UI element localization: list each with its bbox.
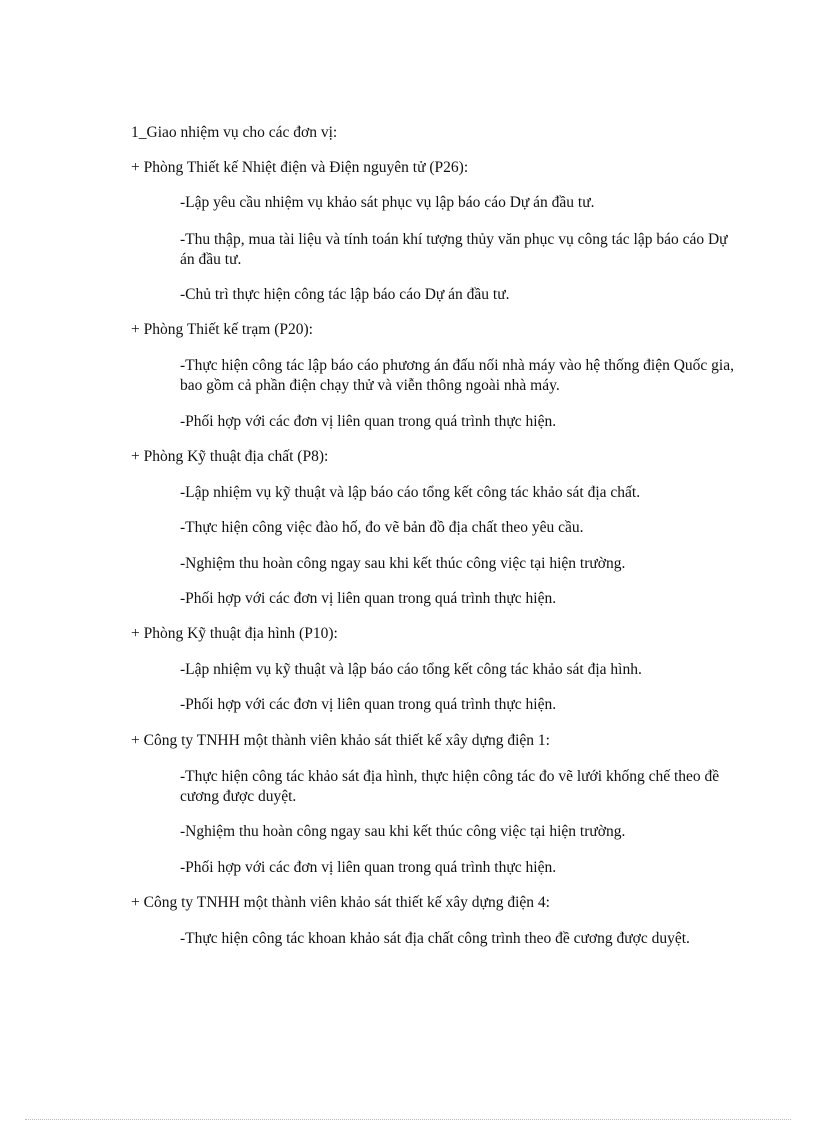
section-title-company-1: + Công ty TNHH một thành viên khảo sát thiết kế xây dựng điện 1: [131, 732, 550, 749]
section-title-p20: + Phòng Thiết kế trạm (P20): [131, 321, 313, 338]
section-item: -Thực hiện công tác khoan khảo sát địa chất công trình theo đề cương được duyệt. [180, 930, 690, 947]
section-title-p26: + Phòng Thiết kế Nhiệt điện và Điện nguyên tử (P26): [131, 159, 469, 176]
section-title-p8: + Phòng Kỹ thuật địa chất (P8): [131, 448, 329, 465]
section-item: -Thu thập, mua tài liệu và tính toán khí tượng thủy văn phục vụ công tác lập báo cáo Dự án đầu tư. [180, 231, 728, 268]
section-item: -Nghiệm thu hoàn công ngay sau khi kết thúc công việc tại hiện trường. [180, 555, 626, 572]
document-heading: 1_Giao nhiệm vụ cho các đơn vị: [131, 124, 338, 141]
section-item: -Lập nhiệm vụ kỹ thuật và lập báo cáo tổng kết công tác khảo sát địa hình. [180, 661, 642, 678]
section-item: -Chủ trì thực hiện công tác lập báo cáo Dự án đầu tư. [180, 286, 510, 303]
section-item: -Phối hợp với các đơn vị liên quan trong quá trình thực hiện. [180, 413, 557, 430]
section-item: -Phối hợp với các đơn vị liên quan trong quá trình thực hiện. [180, 859, 557, 876]
section-item: -Phối hợp với các đơn vị liên quan trong quá trình thực hiện. [180, 590, 557, 607]
section-item: -Lập yêu cầu nhiệm vụ khảo sát phục vụ lập báo cáo Dự án đầu tư. [180, 194, 595, 211]
section-item: -Phối hợp với các đơn vị liên quan trong quá trình thực hiện. [180, 696, 557, 713]
section-title-company-4: + Công ty TNHH một thành viên khảo sát thiết kế xây dựng điện 4: [131, 894, 550, 911]
section-title-p10: + Phòng Kỹ thuật địa hình (P10): [131, 625, 338, 642]
section-item: -Thực hiện công việc đào hố, đo vẽ bản đồ địa chất theo yêu cầu. [180, 519, 584, 536]
section-item: -Nghiệm thu hoàn công ngay sau khi kết thúc công việc tại hiện trường. [180, 823, 626, 840]
page-bottom-rule [25, 1119, 791, 1120]
section-item: -Thực hiện công tác khảo sát địa hình, thực hiện công tác đo vẽ lưới khống chế theo đề cương được duyệt. [180, 768, 720, 805]
section-item: -Lập nhiệm vụ kỹ thuật và lập báo cáo tổng kết công tác khảo sát địa chất. [180, 484, 641, 501]
section-item: -Thực hiện công tác lập báo cáo phương án đấu nối nhà máy vào hệ thống điện Quốc gia, bao gồm cả phần điện chạy thử và viễn thông ngoài nhà máy. [180, 357, 734, 394]
